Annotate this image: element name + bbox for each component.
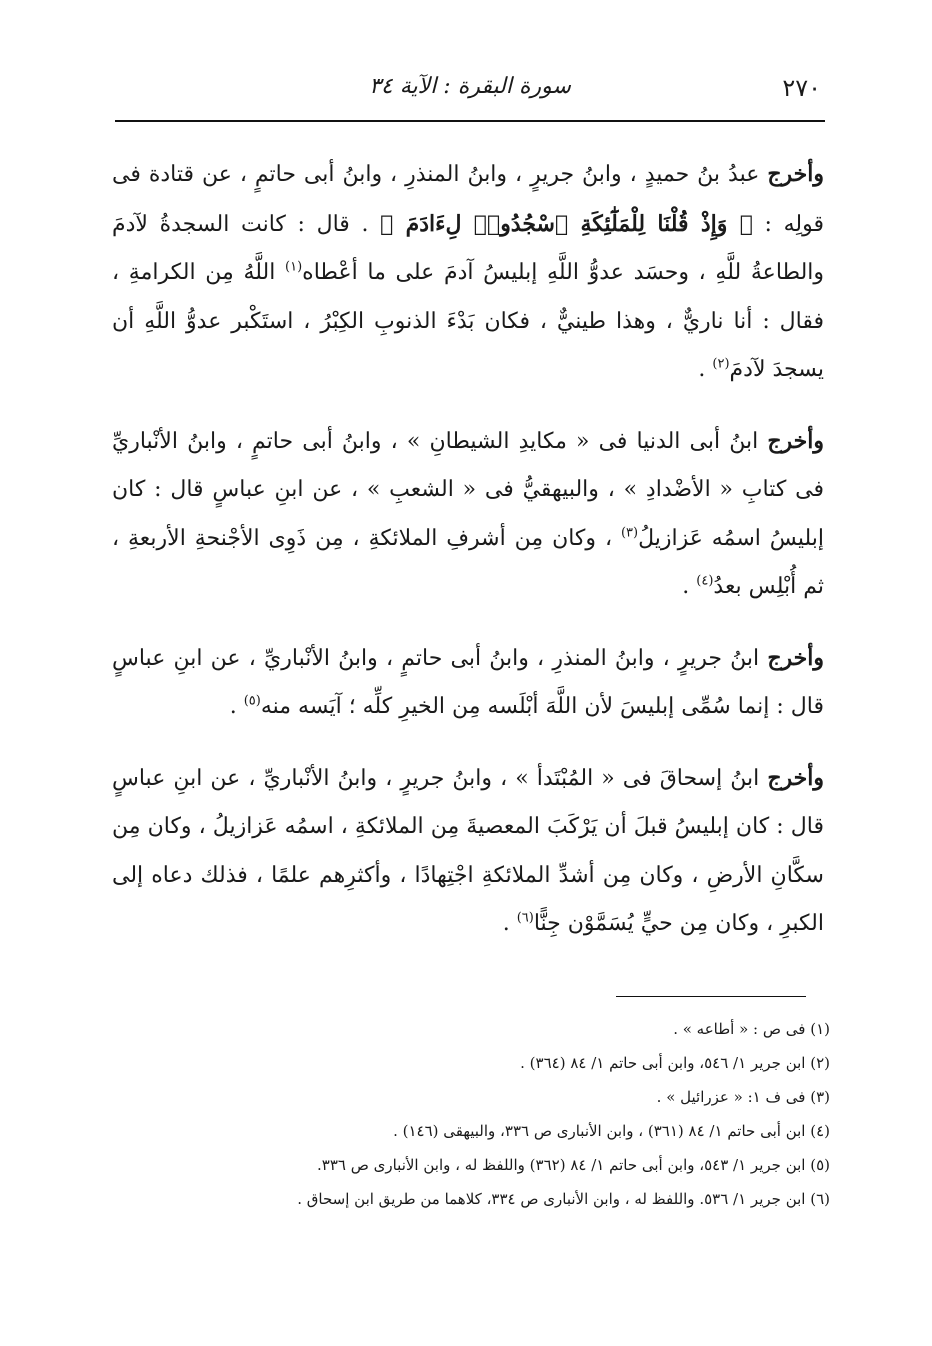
footnote-marker[interactable]: (٦) [516,910,534,926]
paragraph-text: عبدُ بنُ حميدٍ ، وابنُ جريرٍ ، وابنُ المنذرِ ، وابنُ أبى حاتمٍ ، عن قتادة فى قولِه : [112,162,824,237]
footnote-6: (٦) ابن جرير ١/ ٥٣٦. واللفظ له ، وابن الأنبارى ص ٣٣٤، كلاهما من طريق ابن إسحاق . [297,1190,830,1208]
page-number: ٢٧٠ [782,74,821,102]
footnote-4: (٤) ابن أبى حاتم ١/ ٨٤ (٣٦١) ، وابن الأنبارى ص ٣٣٦، والبيهقى (١٤٦) . [393,1122,830,1140]
paragraph-lead: وأخرج [767,644,824,671]
paragraph-lead: وأخرج [767,427,824,454]
paragraph-text: ابنُ جريرٍ ، وابنُ المنذرِ ، وابنُ أبى حاتمٍ ، وابنُ الأنْباريِّ ، عن ابنِ عباسٍ قال : إنما سُمِّى إبليسَ لأن اللَّهَ أبْلَسه مِن الخيرِ كلِّه ؛ آيَسه منه [112,645,824,719]
main-text [112,150,824,971]
footnote-rule [616,996,806,997]
footnotes [130,1012,830,1216]
paragraph-3 [112,634,824,732]
footnote-3: (٣) فى ف ١: « عزرائيل » . [656,1088,830,1106]
footnote-marker[interactable]: (٢) [712,356,730,372]
page-header [115,68,825,118]
paragraph-text: ابنُ أبى الدنيا فى « مكايدِ الشيطانِ » ، وابنُ أبى حاتمٍ ، وابنُ الأنْباريِّ فى كتابِ « الأضْدادِ » ، والبيهقيُّ فى « الشعبِ » ، عن ابنِ عباسٍ قال : كان إبليسُ اسمُه عَزازيلُ [112,428,824,551]
paragraph-end: . [229,694,244,719]
quran-verse: ﴿ وَإِذْ قُلْنَا لِلْمَلَٰٓئِكَةِ ٱسْجُدُوا۟ لِءَادَمَ ﴾ [380,210,753,237]
footnote-2: (٢) ابن جرير ١/ ٥٤٦، وابن أبى حاتم ١/ ٨٤ (٣٦٤) . [520,1054,830,1072]
footnote-marker[interactable]: (٤) [696,573,714,589]
paragraph-end: . [502,911,517,936]
paragraph-text: اللَّهُ مِن الكرامةِ ، فقال : أنا ناريٌّ ، وهذا طينيٌّ ، فكان بَدْءَ الذنوبِ الكِبْرُ ، استَكْبر عدوُّ اللَّهِ أن يسجدَ لآدمَ [112,260,824,382]
header-rule [115,120,825,122]
paragraph-lead: وأخرج [767,161,824,187]
footnote-marker[interactable]: (٣) [620,525,639,541]
paragraph-text: ابنُ إسحاقَ فى « المُبْتَدأ » ، وابنُ جريرٍ ، وابنُ الأنْباريِّ ، عن ابنِ عباسٍ قال : كان إبليسُ قبلَ أن يَرْكَبَ المعصيةَ مِن الملائكةِ ، اسمُه عَزازيلُ ، وكان مِن سكَّانِ الأرضِ ، وكان مِن أشدِّ الملائكةِ اجْتِهادًا ، وأكثرِهم علمًا ، فذلك دعاه إلى الكبرِ ، وكان مِن حيٍّ يُسَمَّوْن جِنًّا [112,765,824,936]
running-title: سورة البقرة : الآية ٣٤ [369,74,571,99]
paragraph-4 [112,754,824,949]
footnote-marker[interactable]: (١) [285,259,303,275]
paragraph-end: . [682,574,697,599]
paragraph-lead: وأخرج [767,764,824,791]
paragraph-end: . [698,357,713,382]
paragraph-1 [112,150,824,395]
paragraph-text: . قال : كانت السجدةُ لآدمَ والطاعةُ للَّهِ ، وحسَد عدوُّ اللَّهِ إبليسُ آدمَ على ما أعْطاه [112,211,825,285]
footnote-marker[interactable]: (٥) [243,693,261,709]
paragraph-text: ، وكان مِن أشرفِ الملائكةِ ، مِن ذَوِى الأجْنحةِ الأربعةِ ، ثم أُبْلِس بعدُ [112,525,824,599]
footnote-5: (٥) ابن جرير ١/ ٥٤٣، وابن أبى حاتم ١/ ٨٤ (٣٦٢) واللفظ له ، وابن الأنبارى ص ٣٣٦. [316,1156,830,1174]
paragraph-2 [112,417,824,612]
footnote-1: (١) فى ص : « أطاعه » . [673,1020,830,1038]
